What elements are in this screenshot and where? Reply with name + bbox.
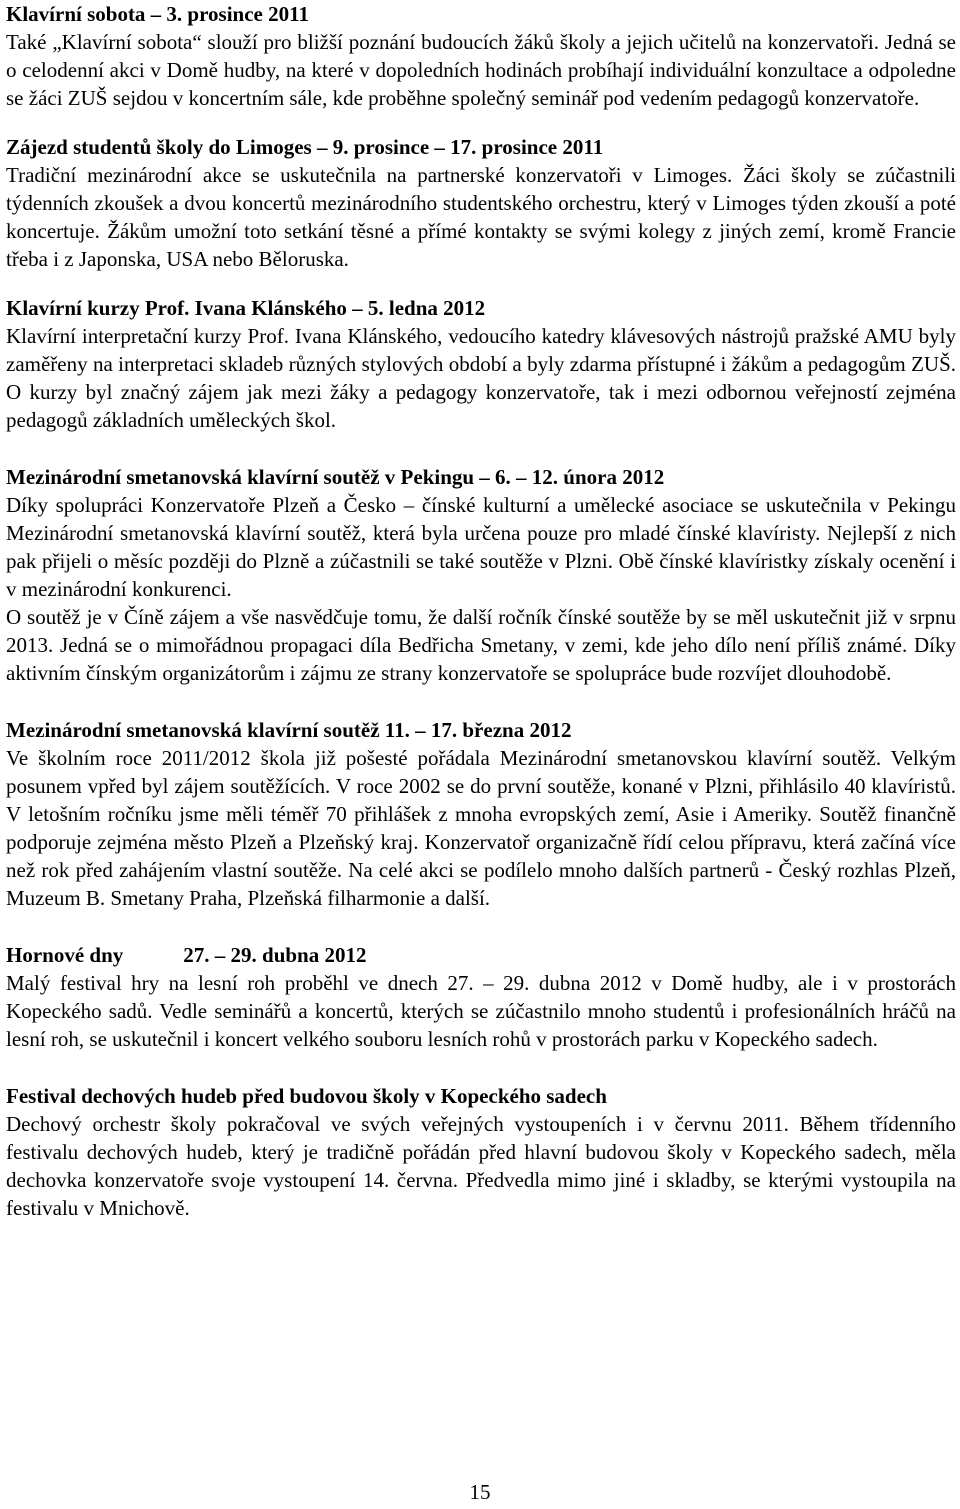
section-heading: Festival dechových hudeb před budovou školy v Kopeckého sadech: [6, 1084, 607, 1108]
section-klavirni-kurzy: [6, 294, 956, 434]
section-klavirni-sobota: [6, 0, 956, 112]
section-heading: Mezinárodní smetanovská klavírní soutěž v Pekingu – 6. – 12. února 2012: [6, 465, 665, 489]
section-paragraph: Dechový orchestr školy pokračoval ve svých veřejných vystoupeních i v červnu 2011. Během třídenního festivalu dechových hudeb, který je tradičně pořádán před hlavní budovou školy v Kopeckého sadech, měla dechovka konzervatoře svoje vystoupení 14. června. Předvedla mimo jiné i skladby, se kterými vystoupila na festivalu v Mnichově.: [6, 1112, 956, 1220]
section-paragraph: Ve školním roce 2011/2012 škola již pošesté pořádala Mezinárodní smetanovskou klavírní soutěž. Velkým posunem vpřed byl zájem soutěžících. V roce 2002 se do první soutěže, konané v Plzni, přihlásilo 40 klavíristů. V letošním ročníku jsme měli téměř 70 přihlášek z mnoha evropských zemí, Asie i Ameriky. Soutěž finančně podporuje zejména město Plzeň a Plzeňský kraj. Konzervatoř organizačně řídí celou přípravu, která začíná více než rok před zahájením vlastní soutěže. Na celé akci se podílelo mnoho dalších partnerů - Český rozhlas Plzeň, Muzeum B. Smetany Praha, Plzeňská filharmonie a další.: [6, 746, 956, 910]
spacer: [6, 1053, 956, 1082]
section-festival-dechovych-hudeb: [6, 1082, 956, 1222]
document-page: [6, 0, 956, 1222]
section-soutez-peking: [6, 463, 956, 687]
section-heading-date: 27. – 29. dubna 2012: [183, 943, 367, 967]
section-heading: Mezinárodní smetanovská klavírní soutěž 11. – 17. března 2012: [6, 718, 572, 742]
section-paragraph: Malý festival hry na lesní roh proběhl ve dnech 27. – 29. dubna 2012 v Domě hudby, ale i v prostorách Kopeckého sadů. Vedle seminářů a koncertů, kterých se zúčastnilo mnoho studentů i profesionálních hráčů na lesní roh, se uskutečnil i koncert velkého souboru lesních rohů v prostorách parku v Kopeckého sadech.: [6, 971, 956, 1051]
section-heading: Klavírní kurzy Prof. Ivana Klánského – 5. ledna 2012: [6, 296, 486, 320]
section-hornove-dny: [6, 941, 956, 1053]
spacer: [6, 112, 956, 133]
spacer: [6, 912, 956, 941]
section-zajezd-limoges: [6, 133, 956, 273]
section-heading-row: [6, 941, 956, 969]
spacer: [6, 687, 956, 716]
spacer: [6, 273, 956, 294]
section-paragraph: Díky spolupráci Konzervatoře Plzeň a Česko – čínské kulturní a umělecké asociace se uskutečnila v Pekingu Mezinárodní smetanovská klavírní soutěž, která byla určena pouze pro mladé čínské klavíristy. Nejlepší z nich pak přijeli o měsíc později do Plzně a zúčastnili se také soutěže v Plzni. Obě čínské klavíristky získaly ocenění i v mezinárodní konkurenci.: [6, 493, 956, 601]
page-number: 15: [469, 1480, 491, 1504]
section-soutez-plzen: [6, 716, 956, 912]
section-paragraph: Také „Klavírní sobota“ slouží pro bližší poznání budoucích žáků školy a jejich učitelů na konzervatoři. Jedná se o celodenní akci v Domě hudby, na které v dopoledních hodinách probíhají individuální konzultace a odpoledne se žáci ZUŠ sejdou v koncertním sále, kde proběhne společný seminář pod vedením pedagogů konzervatoře.: [6, 30, 956, 110]
spacer: [6, 434, 956, 463]
section-paragraph: Tradiční mezinárodní akce se uskutečnila na partnerské konzervatoři v Limoges. Žáci školy se zúčastnili týdenních zkoušek a dvou koncertů mezinárodního studentského orchestru, který v Limoges týden zkouší a poté koncertuje. Žákům umožní toto setkání těsné a přímé kontakty se svými kolegy z jiných zemí, kromě Francie třeba i z Japonska, USA nebo Běloruska.: [6, 163, 956, 271]
section-heading: Zájezd studentů školy do Limoges – 9. prosince – 17. prosince 2011: [6, 135, 604, 159]
section-paragraph: O soutěž je v Číně zájem a vše nasvědčuje tomu, že další ročník čínské soutěže by se měl uskutečnit již v srpnu 2013. Jedná se o mimořádnou propagaci díla Bedřicha Smetany, v zemi, kde jeho dílo není příliš známé. Díky aktivním čínským organizátorům i zájmu ze strany konzervatoře se spolupráce bude rozvíjet dlouhodobě.: [6, 605, 956, 685]
section-paragraph: Klavírní interpretační kurzy Prof. Ivana Klánského, vedoucího katedry klávesových nástrojů pražské AMU byly zaměřeny na interpretaci skladeb různých stylových období a byly zdarma přístupné i žákům a pedagogům ZUŠ. O kurzy byl značný zájem jak mezi žáky a pedagogy konzervatoře, tak i mezi odbornou veřejností zejména pedagogů základních uměleckých škol.: [6, 324, 956, 432]
section-heading: Hornové dny: [6, 943, 124, 967]
section-heading: Klavírní sobota – 3. prosince 2011: [6, 2, 309, 26]
